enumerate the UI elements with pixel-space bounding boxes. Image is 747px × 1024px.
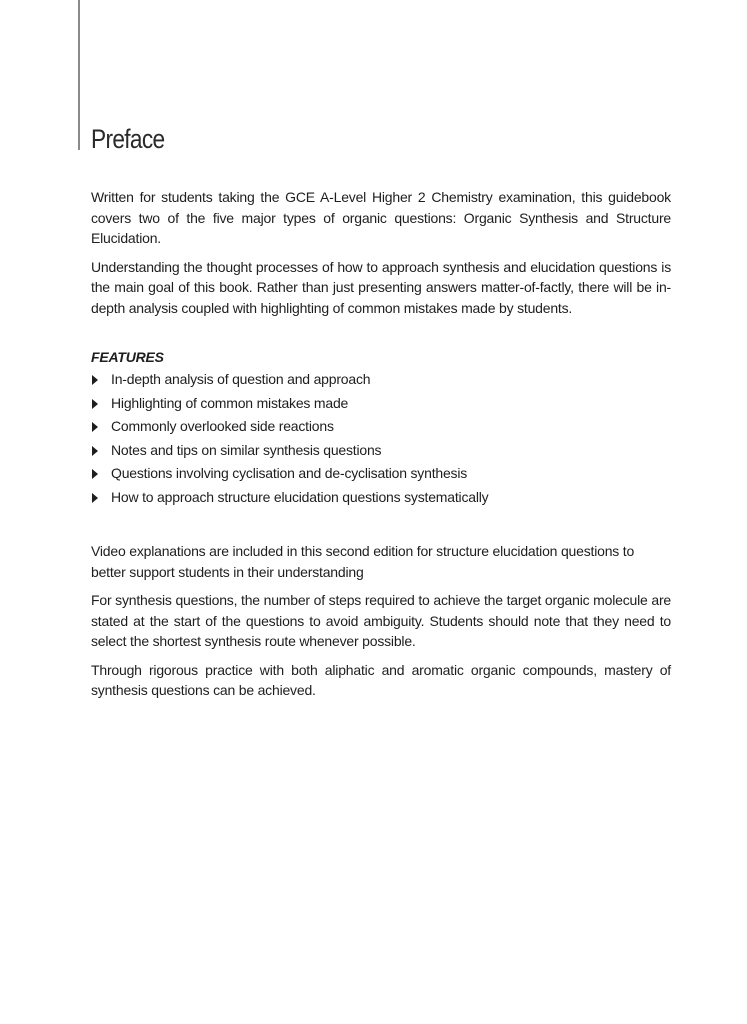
triangle-right-icon: [92, 446, 98, 456]
triangle-right-icon: [92, 399, 98, 409]
feature-item: [91, 368, 671, 392]
features-list: [91, 368, 671, 509]
feature-item-label: In-depth analysis of question and approach: [111, 371, 371, 387]
features-section: [91, 346, 671, 509]
triangle-right-icon: [92, 493, 98, 503]
triangle-right-icon: [92, 375, 98, 385]
feature-item: [91, 462, 671, 486]
feature-item-label: Questions involving cyclisation and de-cyclisation synthesis: [111, 465, 468, 481]
triangle-right-icon: [92, 469, 98, 479]
feature-item: [91, 486, 671, 510]
feature-item: [91, 392, 671, 416]
feature-item: [91, 415, 671, 439]
feature-item: [91, 439, 671, 463]
intro-paragraph: Written for students taking the GCE A-Level Higher 2 Chemistry examination, this guidebook covers two of the five major types of organic questions: Organic Synthesis and Structure Elucidation.: [91, 189, 671, 246]
intro-paragraph: Understanding the thought processes of how to approach synthesis and elucidation questions is the main goal of this book. Rather than just presenting answers matter-of-factly, there will be in-depth analysis coupled with highlighting of common mistakes made by students.: [91, 258, 671, 316]
closing-section: [91, 541, 671, 701]
intro-section: [91, 187, 671, 318]
feature-item-label: Notes and tips on similar synthesis questions: [111, 441, 382, 458]
closing-paragraph: For synthesis questions, the number of steps required to achieve the target organic molecule are stated at the start of the questions to avoid ambiguity. Students should note that they need to select the shortest synthesis route whenever possible.: [91, 592, 671, 649]
triangle-right-icon: [92, 422, 98, 432]
closing-paragraph: Through rigorous practice with both aliphatic and aromatic organic compounds, mastery of synthesis questions can be achieved.: [91, 661, 671, 698]
feature-item-label: Commonly overlooked side reactions: [111, 418, 334, 434]
closing-paragraph: Video explanations are included in this second edition for structure elucidation questions to better support students in their understanding: [91, 543, 635, 580]
feature-item-label: How to approach structure elucidation questions systematically: [111, 488, 489, 505]
page-content: [91, 187, 671, 709]
page-title: Preface: [91, 124, 165, 154]
features-heading: FEATURES: [91, 349, 164, 365]
margin-rule: [78, 0, 80, 150]
feature-item-label: Highlighting of common mistakes made: [111, 394, 349, 411]
